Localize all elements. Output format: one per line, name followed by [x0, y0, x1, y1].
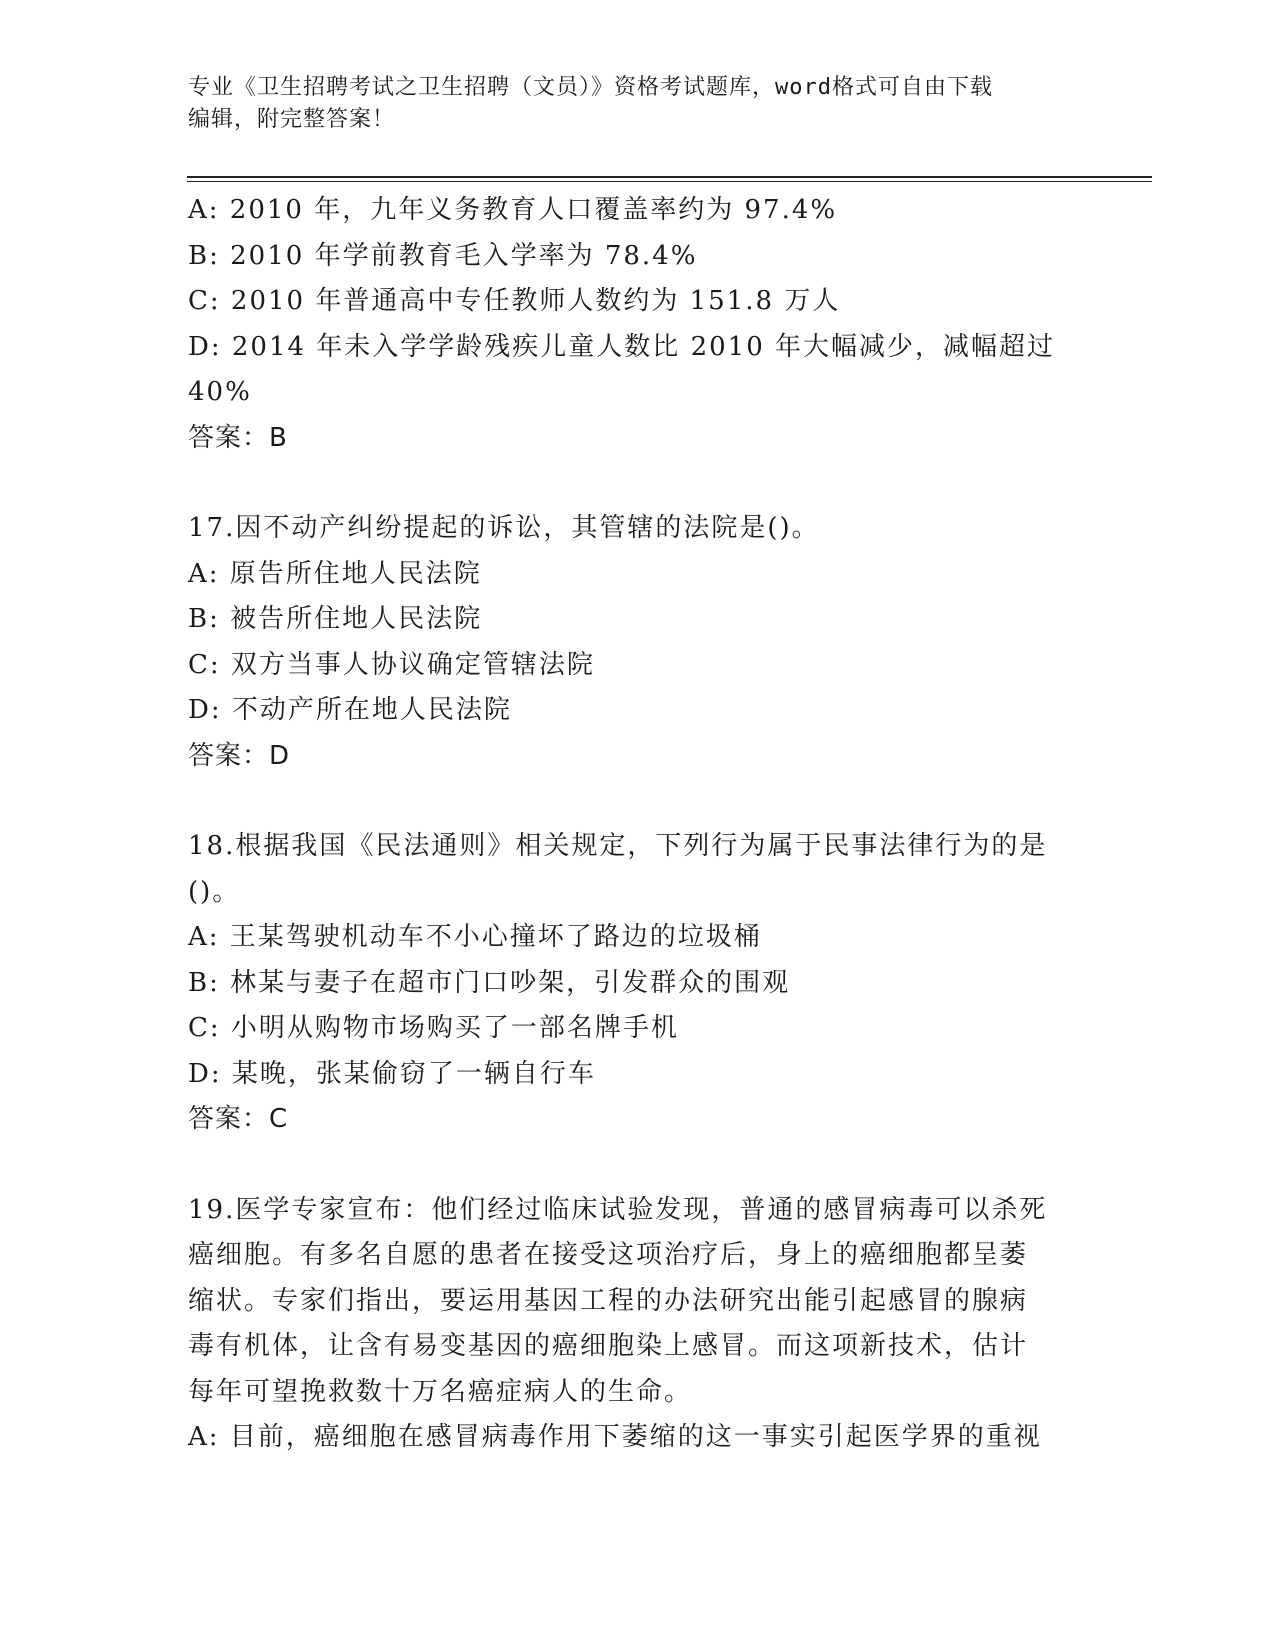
q18-option-c: C: 小明从购物市场购买了一部名牌手机 [188, 1013, 679, 1043]
q18-question-line-1: 18.根据我国《民法通则》相关规定，下列行为属于民事法律行为的是 [188, 831, 1048, 861]
q19-question-line-2: 癌细胞。有多名自愿的患者在接受这项治疗后，身上的癌细胞都呈萎 [188, 1240, 1029, 1270]
question-16 [188, 188, 1068, 461]
q17-question: 17.因不动产纠纷提起的诉讼，其管辖的法院是()。 [188, 513, 820, 543]
q17-option-c: C: 双方当事人协议确定管辖法院 [188, 649, 595, 680]
question-18 [188, 824, 1068, 1143]
document-header [188, 72, 1088, 136]
q19-option-a: A: 目前，癌细胞在感冒病毒作用下萎缩的这一事实引起医学界的重视 [188, 1422, 1042, 1452]
q19-question-line-1: 19.医学专家宣布：他们经过临床试验发现，普通的感冒病毒可以杀死 [188, 1194, 1048, 1225]
document-body [188, 188, 1068, 1461]
header-divider-thin [187, 181, 1152, 182]
q19-question-line-3: 缩状。专家们指出，要运用基因工程的办法研究出能引起感冒的腺病 [188, 1285, 1029, 1316]
q18-option-d: D: 某晚，张某偷窃了一辆自行车 [188, 1058, 596, 1089]
q16-option-b: B: 2010 年学前教育毛入学率为 78.4% [188, 240, 698, 271]
q16-option-d-line-1: D: 2014 年未入学学龄残疾儿童人数比 2010 年大幅减少，减幅超过 [188, 331, 1056, 362]
question-19 [188, 1188, 1068, 1461]
q19-question-line-4: 毒有机体，让含有易变基因的癌细胞染上感冒。而这项新技术，估计 [188, 1331, 1029, 1361]
q16-option-a: A: 2010 年，九年义务教育人口覆盖率约为 97.4% [188, 195, 838, 225]
q18-option-a: A: 王某驾驶机动车不小心撞坏了路边的垃圾桶 [188, 922, 762, 952]
q18-answer: 答案：C [188, 1104, 289, 1134]
q16-option-d-line-2: 40% [188, 377, 252, 407]
q18-option-b: B: 林某与妻子在超市门口吵架，引发群众的围观 [188, 967, 791, 998]
q17-option-b: B: 被告所住地人民法院 [188, 604, 483, 634]
q17-option-a: A: 原告所住地人民法院 [188, 558, 482, 589]
q18-question-line-2: ()。 [188, 876, 241, 907]
q17-option-d: D: 不动产所在地人民法院 [188, 695, 512, 725]
question-17 [188, 506, 1068, 779]
q19-question-line-5: 每年可望挽救数十万名癌症病人的生命。 [188, 1376, 693, 1407]
header-line-1: 专业《卫生招聘考试之卫生招聘（文员）》资格考试题库，word格式可自由下载 [188, 75, 993, 100]
header-divider-thick [187, 176, 1152, 178]
header-line-2: 编辑，附完整答案！ [188, 107, 396, 132]
spacer [188, 779, 1068, 824]
q16-answer: 答案：B [188, 422, 288, 453]
q16-option-c: C: 2010 年普通高中专任教师人数约为 151.8 万人 [188, 286, 841, 316]
q17-answer: 答案：D [188, 740, 291, 771]
spacer [188, 1143, 1068, 1188]
spacer [188, 461, 1068, 506]
